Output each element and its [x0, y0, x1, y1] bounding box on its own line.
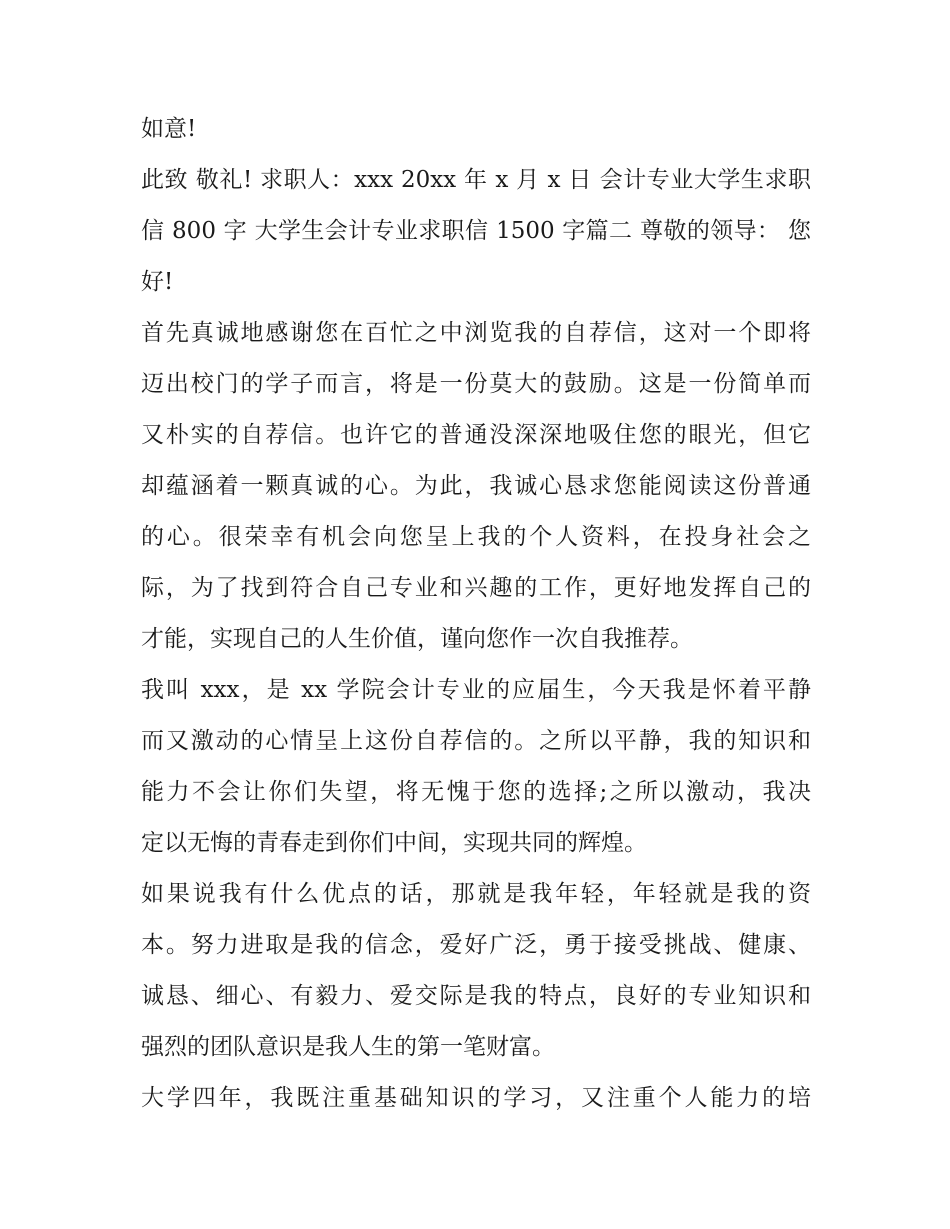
text-line: 大学四年，我既注重基础知识的学习，又注重个人能力的培: [141, 1085, 811, 1111]
text-line: 的心。很荣幸有机会向您呈上我的个人资料，在投身社会之: [141, 524, 811, 550]
text-line: 强烈的团队意识是我人生的第一笔财富。: [141, 1034, 555, 1060]
text-line: 却蕴涵着一颗真诚的心。为此，我诚心恳求您能阅读这份普通: [141, 473, 811, 499]
text-line: 好!: [141, 269, 174, 295]
text-line: 诚恳、细心、有毅力、爱交际是我的特点，良好的专业知识和: [141, 983, 811, 1009]
text-line: 首先真诚地感谢您在百忙之中浏览我的自荐信，这对一个即将: [141, 320, 811, 346]
text-line: 定以无悔的青春走到你们中间，实现共同的辉煌。: [141, 830, 647, 856]
text-line: 迈出校门的学子而言，将是一份莫大的鼓励。这是一份简单而: [141, 371, 811, 397]
text-line: 我叫 xxx，是 xx 学院会计专业的应届生，今天我是怀着平静: [141, 677, 811, 703]
text-line: 际，为了找到符合自己专业和兴趣的工作，更好地发挥自己的: [141, 575, 811, 601]
text-line: 如意!: [141, 116, 197, 142]
text-line: 而又激动的心情呈上这份自荐信的。之所以平静，我的知识和: [141, 728, 811, 754]
letter-body: [141, 104, 811, 1124]
text-line: 能力不会让你们失望，将无愧于您的选择;之所以激动，我决: [141, 779, 811, 805]
text-line: 又朴实的自荐信。也许它的普通没深深地吸住您的眼光，但它: [141, 422, 811, 448]
text-line: 本。努力进取是我的信念，爱好广泛，勇于接受挑战、健康、: [141, 932, 811, 958]
text-line: 信 800 字 大学生会计专业求职信 1500 字篇二 尊敬的领导： 您: [141, 218, 811, 244]
text-line: 才能，实现自己的人生价值，谨向您作一次自我推荐。: [141, 626, 693, 652]
text-line: 如果说我有什么优点的话，那就是我年轻，年轻就是我的资: [141, 881, 811, 907]
text-line: 此致 敬礼! 求职人：xxx 20xx 年 x 月 x 日 会计专业大学生求职: [141, 167, 811, 193]
